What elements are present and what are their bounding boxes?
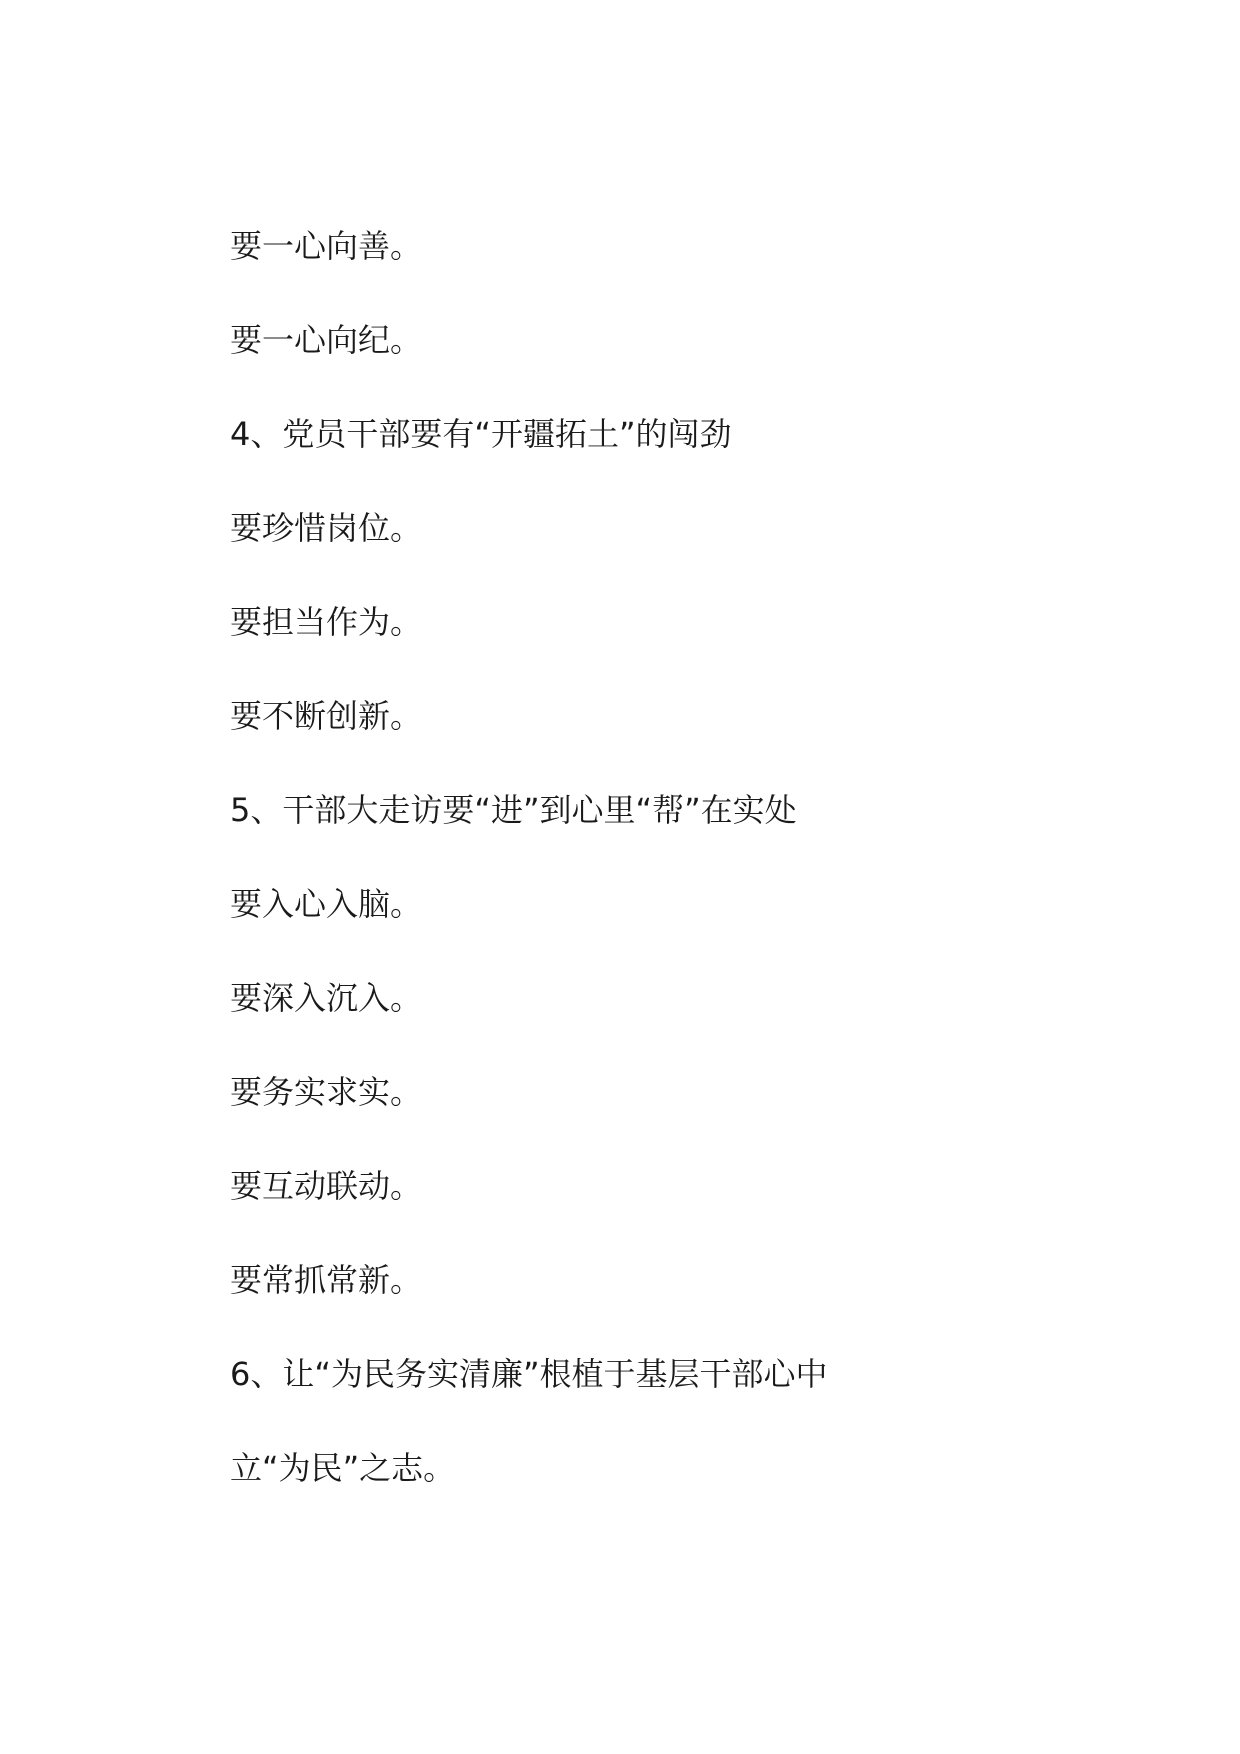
body-line: 要担当作为。	[230, 603, 423, 641]
section-heading: 4、党员干部要有“开疆拓土”的闯劲	[230, 415, 732, 453]
body-line: 要互动联动。	[230, 1167, 423, 1205]
body-line: 要深入沉入。	[230, 979, 423, 1017]
body-line: 要常抓常新。	[230, 1261, 423, 1299]
section-heading: 6、让“为民务实清廉”根植于基层干部心中	[230, 1355, 828, 1393]
body-line: 要珍惜岗位。	[230, 509, 423, 547]
document-body	[230, 214, 1090, 1530]
section-heading: 5、干部大走访要“进”到心里“帮”在实处	[230, 791, 797, 829]
body-line: 要一心向纪。	[230, 321, 423, 359]
body-line: 要不断创新。	[230, 697, 423, 735]
body-line: 要务实求实。	[230, 1073, 423, 1111]
body-line: 要入心入脑。	[230, 885, 423, 923]
body-line: 要一心向善。	[230, 227, 423, 265]
body-line: 立“为民”之志。	[230, 1449, 456, 1487]
